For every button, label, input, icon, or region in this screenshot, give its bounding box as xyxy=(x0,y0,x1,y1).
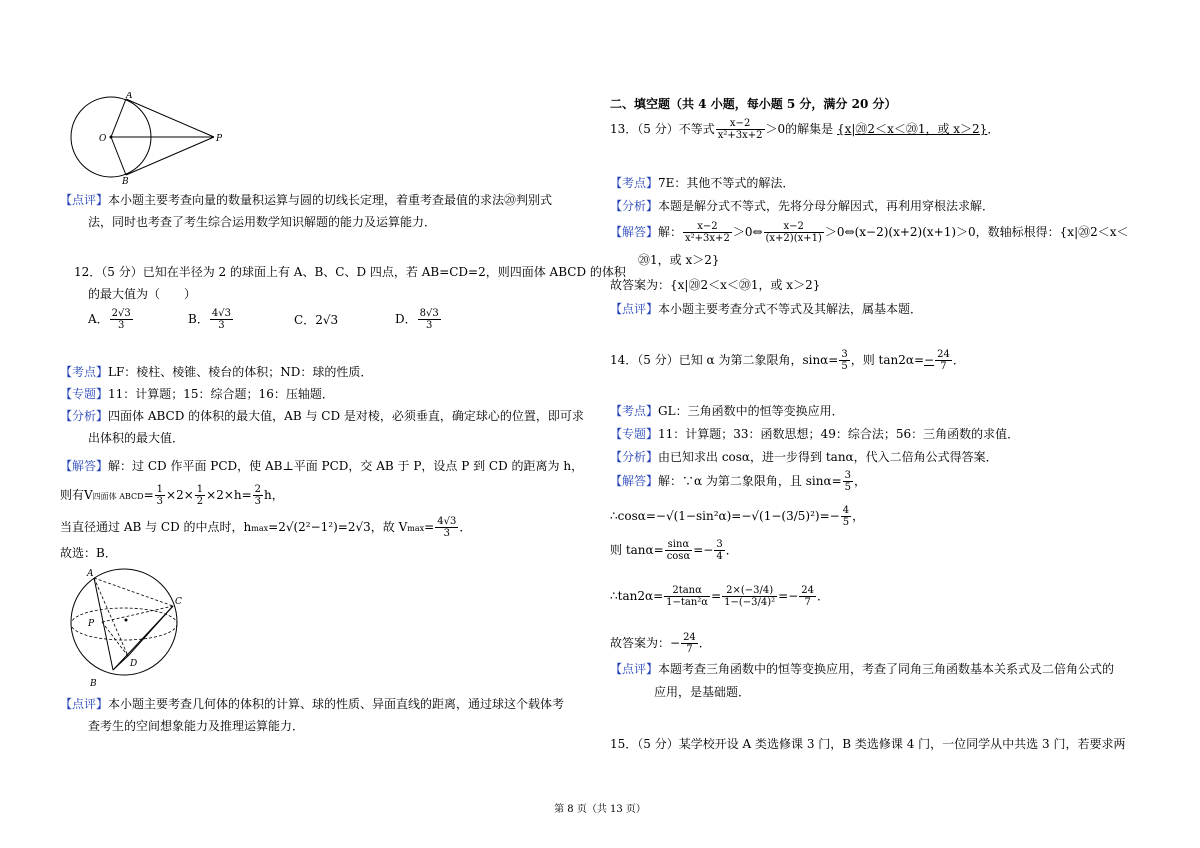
review1-line1: 【点评】本小题主要考查向量的数量积运算与圆的切线长定理，着重考查最值的求法⑳判别式 xyxy=(60,193,553,207)
page-footer: 第 8 页（共 13 页） xyxy=(554,804,646,815)
q12-fenxi-line1: 【分析】四面体 ABCD 的体积的最大值，AB 与 CD 是对棱，必须垂直，确定球心的位置，即可求 xyxy=(60,409,584,423)
q13-answer: 故答案为：{x|⑳2＜x＜⑳1，或 x＞2} xyxy=(610,278,821,292)
fig1-label-o: O xyxy=(99,134,107,144)
q12-option-a: A． $\frac{2√3}{3}$ xyxy=(88,308,131,331)
q12-stem-line1: 12．（5 分）已知在半径为 2 的球面上有 A、B、C、D 四点，若 AB=CD=2，则四面体 ABCD 的体积 xyxy=(74,265,626,279)
fig2-label-d: D xyxy=(130,659,138,669)
q12-jieda-line2: 则有V四面体 ABCD= $\frac{1}{3}$ ×2× $\frac{1}{2}$ ×2×h= $\frac{2}{3}$ h， xyxy=(60,484,284,507)
fig2-label-p: P xyxy=(88,619,95,629)
q12-kaodian: 【考点】LF：棱柱、棱锥、棱台的体积；ND：球的性质． xyxy=(60,365,373,379)
q14-jieda-line4: ∴tan2α= $\frac{2\tan\alpha}{\text{1−tan²α}}$ = $\frac{2\times(-3/4)}{\text{1−(−3/4)²}}$ =− $\frac{24}{7}$ ． xyxy=(610,585,830,608)
q14-zhuanti: 【专题】11：计算题；33：函数思想；49：综合法；56：三角函数的求值． xyxy=(610,427,1020,441)
tangent-circle-figure xyxy=(66,92,236,184)
sphere-tetrahedron-figure xyxy=(68,566,198,690)
q12-option-b: B． $\frac{4√3}{3}$ xyxy=(188,308,231,331)
q14-jieda-line3: 则 tanα= $\frac{\sin\alpha}{\cos\alpha}$ =− $\frac{3}{4}$ ． xyxy=(610,539,738,562)
q12-select: 故选：B． xyxy=(60,546,117,560)
q15-stem: 15．（5 分）某学校开设 A 类选修课 3 门，B 类选修课 4 门，一位同学从中共选 3 门，若要求两 xyxy=(610,737,1126,751)
fig1-label-a: A xyxy=(126,92,133,101)
review2-line2: 查考生的空间想象能力及推理运算能力． xyxy=(88,719,305,733)
q12-option-c: C．2√3 xyxy=(294,313,339,327)
q14-kaodian: 【考点】GL：三角函数中的恒等变换应用． xyxy=(610,404,844,418)
q12-jieda-line3: 当直径通过 AB 与 CD 的中点时，hmax=2√(2²−1²)=2√3，故 Vmax= $\frac{4√3}{3}$ ． xyxy=(60,516,472,539)
review1-line2: 法，同时也考查了考生综合运用数学知识解题的能力及运算能力． xyxy=(88,215,437,229)
q12-option-d: D． $\frac{8√3}{3}$ xyxy=(395,308,439,331)
q12-zhuanti: 【专题】11：计算题；15：综合题；16：压轴题． xyxy=(60,387,334,401)
q14-fenxi: 【分析】由已知求出 cosα，进一步得到 tanα，代入二倍角公式得答案． xyxy=(610,450,998,464)
q13-fenxi: 【分析】本题是解分式不等式，先将分母分解因式，再利用穿根法求解． xyxy=(610,199,995,213)
q12-jieda-line1: 【解答】解：过 CD 作平面 PCD，使 AB⊥平面 PCD，交 AB 于 P，设点 P 到 CD 的距离为 h， xyxy=(60,459,584,473)
section-heading: 二、填空题（共 4 小题，每小题 5 分，满分 20 分） xyxy=(610,97,897,111)
q12-stem-line2: 的最大值为（ ） xyxy=(88,287,197,301)
fig1-label-p: P xyxy=(216,134,223,144)
q14-stem: 14．（5 分）已知 α 为第二象限角，sinα= $\frac{3}{5}$ ，则 tan2α=− $\frac{24}{7}$ ． xyxy=(610,349,965,372)
q14-jieda-line1: 【解答】解：∵α 为第二象限角，且 sinα= $\frac{3}{5}$ ， xyxy=(610,470,867,493)
fig2-label-b: B xyxy=(90,679,97,689)
q12-fenxi-line2: 出体积的最大值． xyxy=(88,431,185,445)
fig1-label-b: B xyxy=(122,177,129,184)
review2-line1: 【点评】本小题主要考查几何体的体积的计算、球的性质、异面直线的距离，通过球这个载体考 xyxy=(60,697,565,711)
fig2-label-c: C xyxy=(175,597,182,607)
q13-jieda-line1: 【解答】解： $\frac{x-2}{\text{x²+3x+2}}$ ＞0⇔ $\frac{x-2}{(x+2)(x+1)}$ ＞0⇔(x−2)(x+2)(x+1)＞0，数轴标根得：{x|⑳2＜x＜ xyxy=(610,221,1129,244)
fig2-label-a: A xyxy=(87,569,94,579)
q13-jieda-line2: ⑳1，或 x＞2} xyxy=(638,253,720,267)
q14-review-line2: 应用，是基础题． xyxy=(654,685,751,699)
q14-jieda-line2: ∴cosα=−√(1−sin²α)=−√(1−(3/5)²)=− $\frac{4}{5}$ ， xyxy=(610,505,865,528)
q14-review-line1: 【点评】本题考查三角函数中的恒等变换应用，考查了同角三角函数基本关系式及二倍角公式的 xyxy=(610,662,1115,676)
q13-kaodian: 【考点】7E：其他不等式的解法． xyxy=(610,176,795,190)
q13-stem: 13．（5 分）不等式 $\frac{x-2}{\text{x²+3x+2}}$ ＞0的解集是 {x|⑳2＜x＜⑳1，或 x＞2}． xyxy=(610,118,1000,141)
q13-review: 【点评】本小题主要考查分式不等式及其解法，属基本题． xyxy=(610,302,923,316)
q14-answer: 故答案为：− $\frac{24}{7}$ ． xyxy=(610,632,711,655)
